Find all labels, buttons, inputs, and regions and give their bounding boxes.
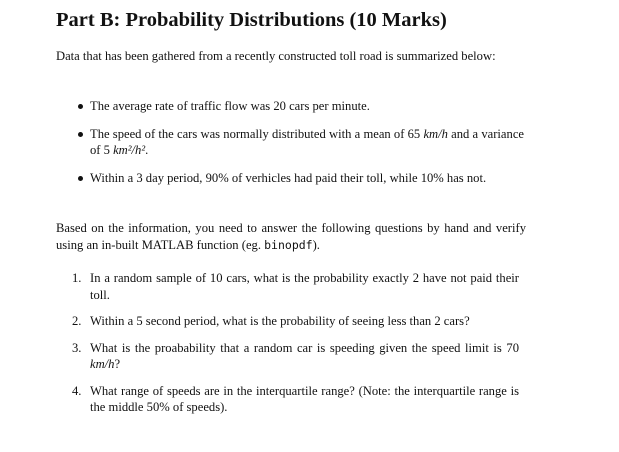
data-summary-list (74, 98, 524, 186)
question-text: What range of speeds are in the interquartile range? (Note: the interquartile range is the middle 50% of speeds). (90, 383, 519, 414)
bullet-text: and a variance of 5 (90, 126, 524, 157)
intro-paragraph: Data that has been gathered from a recently constructed toll road is summarized below: (56, 49, 496, 63)
instructions-paragraph (56, 220, 526, 253)
question-item (74, 313, 519, 330)
question-text: Within a 5 second period, what is the probability of seeing less than 2 cars? (90, 314, 470, 328)
math-unit: km/h (423, 126, 448, 141)
question-item (74, 340, 519, 373)
list-item (74, 98, 524, 115)
list-item (74, 170, 524, 187)
math-unit: km²/h² (113, 143, 146, 157)
code-snippet: binopdf (264, 237, 313, 252)
question-number: 3. (72, 340, 82, 355)
bullet-icon (78, 104, 83, 109)
question-list (74, 270, 519, 416)
list-item (74, 126, 524, 159)
section-title: Part B: Probability Distributions (10 Marks) (56, 9, 447, 31)
question-text: In a random sample of 10 cars, what is the probability exactly 2 have not paid their toll. (90, 271, 519, 302)
bullet-text: . (145, 143, 149, 157)
question-item (74, 383, 519, 416)
bullet-text: The average rate of traffic flow was 20 cars per minute. (90, 99, 370, 113)
question-number: 2. (72, 314, 82, 328)
math-unit: km/h (90, 357, 115, 371)
bullet-text: The speed of the cars was normally distributed with a mean of 65 (90, 126, 424, 141)
question-number: 4. (72, 383, 82, 398)
bullet-icon (78, 132, 83, 137)
bullet-text: Within a 3 day period, 90% of verhicles had paid their toll, while 10% has not. (90, 170, 487, 185)
bullet-icon (78, 176, 83, 181)
question-text: What is the proabability that a random car is speeding given the speed limit is 70 (90, 340, 519, 355)
question-item (74, 270, 519, 303)
instructions-text: ). (312, 237, 320, 252)
question-number: 1. (72, 271, 82, 285)
question-text: ? (114, 357, 121, 371)
instructions-text: Based on the information, you need to answer the following questions by hand and verify using an in-built MATLAB function (eg. (56, 221, 526, 252)
